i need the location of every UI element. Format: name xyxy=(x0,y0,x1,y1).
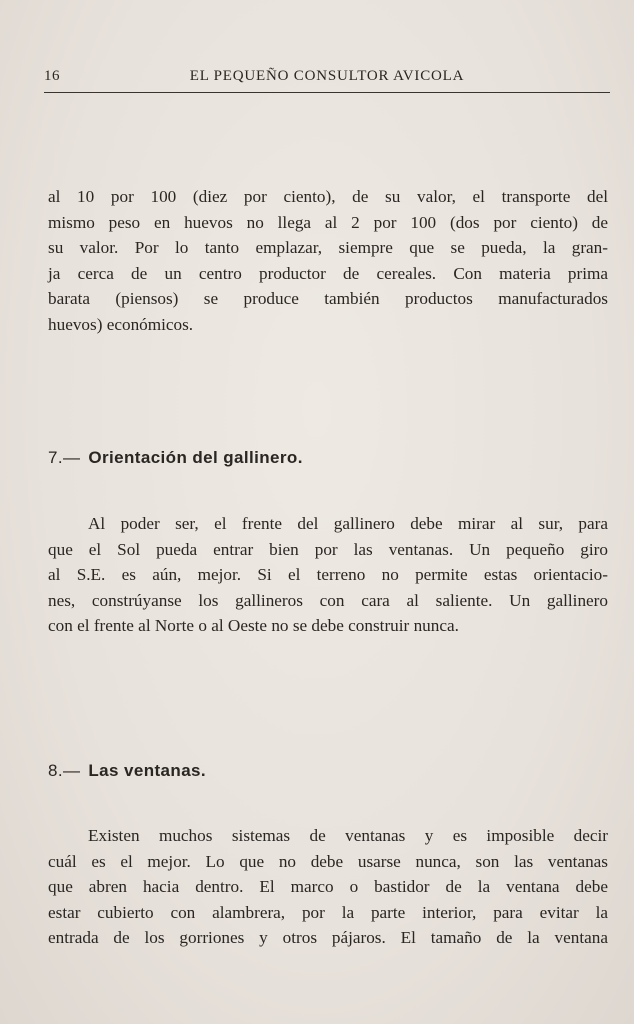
section-number: 7.— xyxy=(48,448,81,467)
text-line: Existen muchos sistemas de ventanas y es imposible decir xyxy=(88,826,608,845)
section-heading-7 xyxy=(48,448,303,468)
section-number: 8.— xyxy=(48,761,81,780)
text-line: nes, constrúyanse los gallineros con cara al saliente. Un gallinero xyxy=(48,590,608,610)
text-line: que el Sol pueda entrar bien por las ventanas. Un pequeño giro xyxy=(48,539,608,559)
paragraph-orientation xyxy=(48,511,608,639)
paragraph-transport xyxy=(48,184,608,338)
page-number: 16 xyxy=(44,68,60,84)
text-line: entrada de los gorriones y otros pájaros. El tamaño de la ventana xyxy=(48,928,608,948)
text-line: con el frente al Norte o al Oeste no se debe construir nunca. xyxy=(48,616,459,636)
text-line: ja cerca de un centro productor de cereales. Con materia prima xyxy=(48,263,608,283)
text-line: cuál es el mejor. Lo que no debe usarse nunca, son las ventanas xyxy=(48,851,608,871)
section-heading-8 xyxy=(48,761,206,781)
section-title: Las ventanas. xyxy=(88,761,207,780)
text-line: al S.E. es aún, mejor. Si el terreno no permite estas orientacio- xyxy=(48,565,608,585)
text-line: barata (piensos) se produce también productos manufacturados xyxy=(48,289,608,309)
section-title: Orientación del gallinero. xyxy=(88,448,303,467)
paragraph-windows xyxy=(48,823,608,951)
page-header xyxy=(44,66,610,93)
running-head: EL PEQUEÑO CONSULTOR AVICOLA xyxy=(189,68,465,84)
text-line: su valor. Por lo tanto emplazar, siempre que se pueda, la gran- xyxy=(48,238,608,258)
text-line: estar cubierto con alambrera, por la parte interior, para evitar la xyxy=(48,902,608,922)
text-line: al 10 por 100 (diez por ciento), de su valor, el transporte del xyxy=(48,187,608,206)
text-line: Al poder ser, el frente del gallinero debe mirar al sur, para xyxy=(88,514,608,533)
text-line: huevos) económicos. xyxy=(48,314,194,334)
text-line: que abren hacia dentro. El marco o bastidor de la ventana debe xyxy=(48,877,608,897)
text-line: mismo peso en huevos no llega al 2 por 100 (dos por ciento) de xyxy=(48,212,608,232)
